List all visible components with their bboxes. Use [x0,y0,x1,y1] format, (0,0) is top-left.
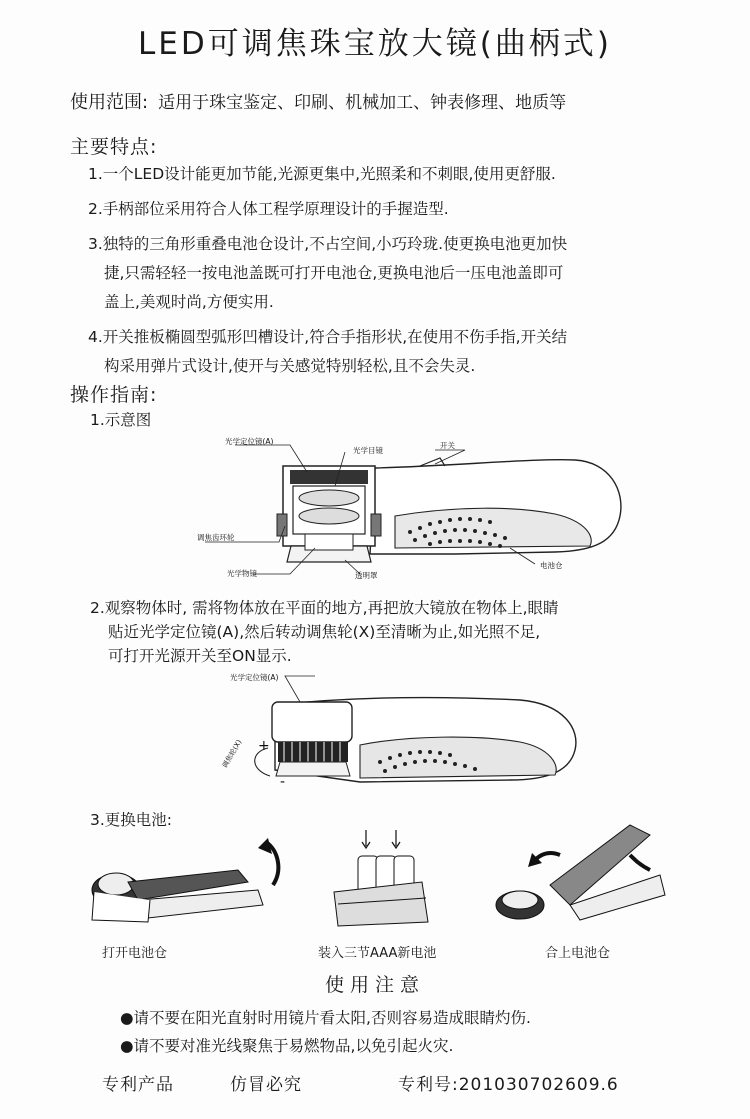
feature-item-2: 2.手柄部位采用符合人体工程学原理设计的手握造型. [88,200,449,218]
notice-item-2: ●请不要对准光线聚焦于易燃物品,以免引起火灾. [120,1037,454,1055]
step1-label: 1.示意图 [90,411,152,429]
notice-item-1: ●请不要在阳光直射时用镜片看太阳,否则容易造成眼睛灼伤. [120,1009,531,1027]
label-objective: 光学物镜 [227,569,257,578]
notice-heading: 使用注意 [324,974,425,996]
caption-close-battery: 合上电池仓 [545,946,611,961]
usage-scope-text: 适用于珠宝鉴定、印刷、机械加工、钟表修理、地质等 [158,93,567,113]
magnifier-cross-section-diagram [195,436,635,584]
label-focus-ring: 调焦齿环轮 [197,533,235,542]
label-battery: 电池仓 [540,561,563,570]
insert-battery-illustration [318,822,438,937]
feature-list [88,160,688,381]
minus-sign: - [280,774,286,790]
label-lens-a-2: 光学定位镜(A) [230,673,279,682]
magnifier-usage-diagram [220,670,590,795]
label-eyepiece: 光学目镜 [353,446,383,455]
feature-item-3: 3.独特的三角形重叠电池仓设计,不占空间,小巧玲珑.使更换电池更加快 捷,只需轻轻一按电池盖既可打开电池仓,更换电池后一压电池盖即可 盖上,美观时尚,方便实用. [88,235,568,311]
page-title: LED可调焦珠宝放大镜(曲柄式) [138,26,612,62]
label-clear-shell: 透明罩 [355,571,378,580]
operation-heading: 操作指南: [70,384,158,406]
plus-sign: + [258,738,270,754]
close-battery-illustration [490,815,670,935]
footer-no-fake: 仿冒必究 [230,1075,302,1095]
step2-text: 2.观察物体时, 需将物体放在平面的地方,再把放大镜放在物体上,眼睛 贴近光学定位镜(A),然后转动调焦轮(X)至清晰为止,如光照不足, 可打开光源开关至ON显示. [90,599,559,665]
open-battery-illustration [88,830,288,935]
label-focus-wheel: 调焦轮(X) [220,738,244,770]
caption-insert-battery: 装入三节AAA新电池 [318,946,437,961]
label-lens-a: 光学定位镜(A) [225,437,274,446]
feature-item-1: 1.一个LED设计能更加节能,光源更集中,光照柔和不刺眼,使用更舒服. [88,165,556,183]
footer-patent-product: 专利产品 [102,1075,174,1095]
label-switch: 开关 [440,441,455,450]
feature-item-4: 4.开关推板椭圆型弧形凹槽设计,符合手指形状,在使用不伤手指,开关结 构采用弹片式设计,使开与关感觉特别轻松,且不会失灵. [88,328,568,375]
features-heading: 主要特点: [70,136,158,158]
usage-scope [70,88,566,114]
usage-scope-label: 使用范围: [70,92,149,113]
footer-patent-number: 专利号:201030702609.6 [398,1075,619,1095]
caption-open-battery: 打开电池仓 [102,946,168,961]
step3-label: 3.更换电池: [90,811,173,829]
